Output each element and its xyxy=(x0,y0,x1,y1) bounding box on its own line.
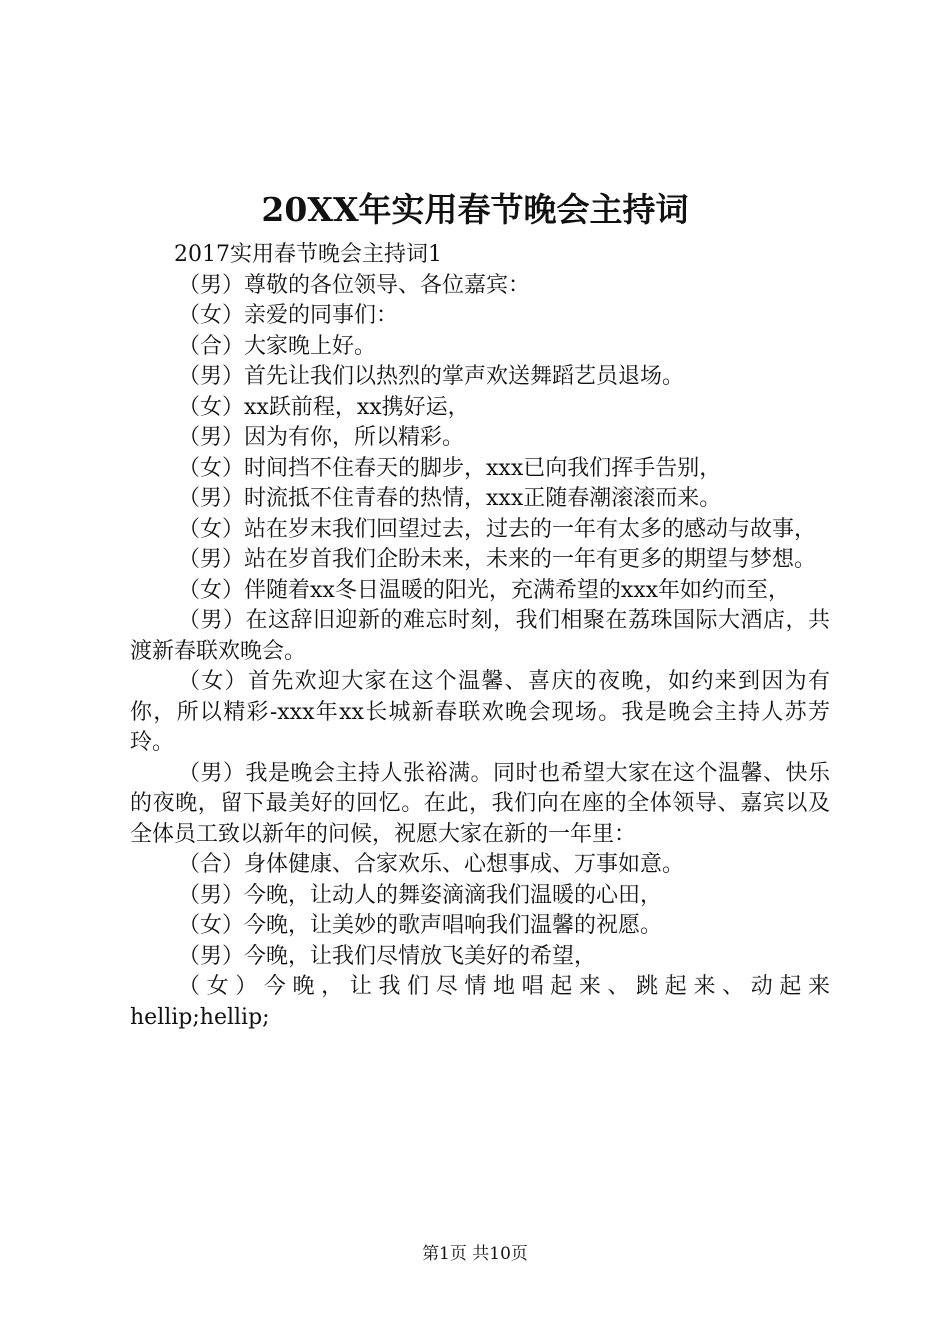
paragraph: （男）站在岁首我们企盼未来，未来的一年有更多的期望与梦想。 xyxy=(178,547,817,572)
paragraph: （合）大家晚上好。 xyxy=(178,333,377,359)
paragraph: （男）今晚，让动人的舞姿滴滴我们温暖的心田， xyxy=(178,882,663,908)
paragraph: （男）时流抵不住青春的热情，xxx正随春潮滚滚而来。 xyxy=(178,486,722,511)
paragraph: （男）尊敬的各位领导、各位嘉宾： xyxy=(178,272,531,298)
paragraph: （女）时间挡不住春天的脚步，xxx已向我们挥手告别， xyxy=(178,455,722,481)
document-body xyxy=(130,240,830,1033)
section-heading: 2017实用春节晚会主持词1 xyxy=(174,242,442,267)
paragraph: （女）今晚，让我们尽情地唱起来、跳起来、动起来 xyxy=(178,974,830,999)
paragraph: （男）今晚，让我们尽情放飞美好的希望， xyxy=(178,943,597,969)
paragraph: （女）站在岁末我们回望过去，过去的一年有太多的感动与故事， xyxy=(178,516,817,542)
paragraph-continuation: hellip;hellip; xyxy=(130,1004,270,1030)
paragraph: （男）因为有你，所以精彩。 xyxy=(178,425,465,450)
paragraph: （合）身体健康、合家欢乐、心想事成、万事如意。 xyxy=(178,852,685,877)
paragraph: （女）亲爱的同事们： xyxy=(178,303,399,328)
paragraph: （男）在这辞旧迎新的难忘时刻，我们相聚在荔珠国际大酒店，共渡新春联欢晚会。 xyxy=(130,608,830,664)
document-title: 20XX年实用春节晚会主持词 xyxy=(261,190,689,229)
paragraph: （女）今晚，让美妙的歌声唱响我们温馨的祝愿。 xyxy=(178,913,663,938)
paragraph: （女）xx跃前程，xx携好运， xyxy=(178,394,470,420)
paragraph: （女）首先欢迎大家在这个温馨、喜庆的夜晚，如约来到因为有你，所以精彩-xxx年xx长城新春联欢晚会现场。我是晚会主持人苏芳玲。 xyxy=(130,669,830,755)
paragraph: （女）伴随着xx冬日温暖的阳光，充满希望的xxx年如约而至， xyxy=(178,577,791,603)
paragraph: （男）我是晚会主持人张裕满。同时也希望大家在这个温馨、快乐的夜晚，留下最美好的回忆。在此，我们向在座的全体领导、嘉宾以及全体员工致以新年的问候，祝愿大家在新的一年里： xyxy=(130,760,830,847)
paragraph: （男）首先让我们以热烈的掌声欢送舞蹈艺员退场。 xyxy=(178,364,685,389)
page-number-footer: 第1页 共10页 xyxy=(422,1244,528,1264)
